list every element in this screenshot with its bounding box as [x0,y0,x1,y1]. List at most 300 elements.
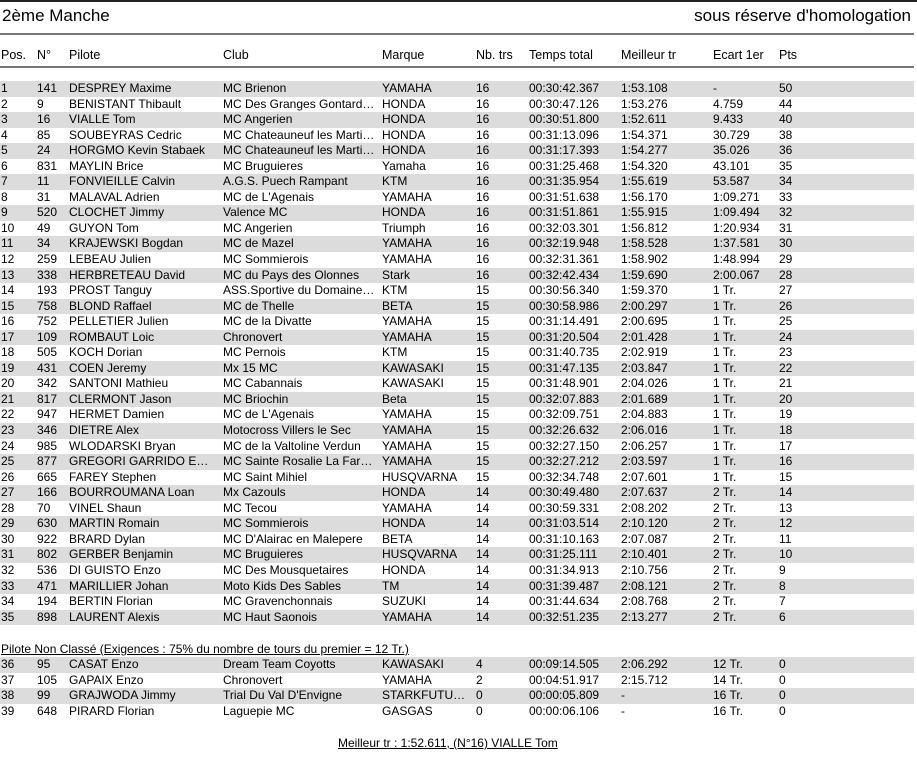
cell-marque: HONDA [382,205,426,220]
cell-pts: 0 [779,672,786,687]
cell-temps: 00:30:49.480 [529,485,600,500]
col-num: N° [37,48,52,62]
cell-temps: 00:32:03.301 [529,220,600,235]
cell-marque: BETA [382,298,413,313]
cell-temps: 00:30:51.800 [529,112,600,127]
cell-best: 1:58.902 [621,252,668,267]
cell-pos: 21 [1,391,15,406]
cell-trs: 15 [476,360,490,375]
cell-temps: 00:31:48.901 [529,376,600,391]
cell-trs: 14 [476,547,490,562]
cell-marque: STARKFUTU… [382,688,466,703]
cell-ecart: 16 Tr. [713,688,744,703]
cell-best: 2:06.016 [621,423,668,438]
cell-trs: 16 [476,158,490,173]
cell-pilote: COEN Jeremy [69,360,147,375]
cell-marque: HUSQVARNA [382,469,458,484]
cell-temps: 00:32:31.361 [529,252,600,267]
table-row [0,81,914,97]
cell-pilote: CLOCHET Jimmy [69,205,165,220]
cell-best: 1:55.915 [621,205,668,220]
cell-marque: YAMAHA [382,407,432,422]
cell-pts: 38 [779,127,793,142]
cell-temps: 00:31:13.096 [529,127,600,142]
table-row [0,407,914,423]
table-row [0,143,914,159]
cell-temps: 00:31:51.861 [529,205,600,220]
cell-ecart: 1 Tr. [713,345,737,360]
cell-marque: KTM [382,283,408,298]
cell-marque: YAMAHA [382,189,432,204]
cell-best: 1:53.276 [621,96,668,111]
cell-temps: 00:31:47.135 [529,360,600,375]
cell-num: 99 [37,688,51,703]
table-row [0,688,914,704]
cell-marque: SUZUKI [382,594,427,609]
cell-club: MC de la Divatte [223,314,312,329]
cell-club: MC Chateauneuf les Marti… [223,143,375,158]
cell-club: Moto Kids Des Sables [223,578,342,593]
cell-marque: KAWASAKI [382,376,444,391]
table-row [0,314,914,330]
cell-temps: 00:32:42.434 [529,267,600,282]
cell-trs: 16 [476,220,490,235]
cell-pos: 38 [1,688,15,703]
cell-pts: 34 [779,174,793,189]
cell-num: 166 [37,485,58,500]
cell-club: MC Angerien [223,220,293,235]
cell-best: 2:04.883 [621,407,668,422]
col-pilote: Pilote [69,48,101,62]
cell-best: 2:02.919 [621,345,668,360]
table-row [0,594,914,610]
cell-club: Valence MC [223,205,288,220]
cell-temps: 00:31:20.504 [529,329,600,344]
cell-trs: 16 [476,189,490,204]
cell-pos: 36 [1,657,15,671]
cell-num: 752 [37,314,58,329]
cell-marque: GASGAS [382,703,433,718]
cell-ecart: 1 Tr. [713,469,737,484]
cell-ecart: 35.026 [713,143,750,158]
cell-num: 431 [37,360,58,375]
cell-ecart: 1 Tr. [713,407,737,422]
cell-pts: 0 [779,657,786,671]
cell-ecart: 1 Tr. [713,314,737,329]
cell-pos: 4 [1,127,8,142]
cell-pilote: GREGORI GARRIDO E… [69,454,209,469]
cell-best: 1:54.277 [621,143,668,158]
cell-trs: 15 [476,391,490,406]
cell-trs: 16 [476,127,490,142]
cell-temps: 00:31:51.638 [529,189,600,204]
cell-ecart: 1:37.581 [713,236,760,251]
cell-trs: 15 [476,298,490,313]
cell-temps: 00:31:40.735 [529,345,600,360]
cell-marque: HONDA [382,112,426,127]
cell-num: 109 [37,329,58,344]
cell-pos: 14 [1,283,15,298]
cell-pos: 16 [1,314,15,329]
cell-pos: 30 [1,531,15,546]
cell-pilote: CLERMONT Jason [69,391,172,406]
table-row [0,112,914,128]
cell-pilote: FAREY Stephen [69,469,157,484]
cell-pts: 30 [779,236,793,251]
cell-pilote: BERTIN Florian [69,594,153,609]
cell-marque: KTM [382,345,408,360]
cell-marque: HONDA [382,96,426,111]
cell-temps: 00:00:06.106 [529,703,600,718]
cell-temps: 00:30:47.126 [529,96,600,111]
cell-club: MC de Thelle [223,298,295,313]
cell-best: 2:10.120 [621,516,668,531]
cell-best: 1:54.320 [621,158,668,173]
cell-trs: 2 [476,672,483,687]
cell-best: 2:01.689 [621,391,668,406]
cell-num: 70 [37,500,51,515]
cell-pilote: VIALLE Tom [69,112,136,127]
cell-temps: 00:32:07.883 [529,391,600,406]
page-title: 2ème Manche [2,6,110,25]
cell-club: MC Cabannais [223,376,303,391]
cell-marque: TM [382,578,400,593]
cell-pos: 5 [1,143,8,158]
cell-temps: 00:30:59.331 [529,500,600,515]
cell-temps: 00:31:14.491 [529,314,600,329]
table-header [0,48,914,64]
cell-best: 2:08.121 [621,578,668,593]
cell-pos: 37 [1,672,15,687]
cell-pts: 13 [779,500,793,515]
table-row [0,299,914,315]
cell-pilote: MARILLIER Johan [69,578,169,593]
cell-trs: 16 [476,267,490,282]
cell-num: 817 [37,391,58,406]
cell-num: 505 [37,345,58,360]
cell-club: A.G.S. Puech Rampant [223,174,348,189]
cell-marque: Yamaha [382,158,426,173]
cell-pts: 6 [779,609,786,624]
cell-best: 2:00.695 [621,314,668,329]
cell-club: Motocross Villers le Sec [223,423,351,438]
cell-pos: 31 [1,547,15,562]
cell-pts: 8 [779,578,786,593]
cell-num: 665 [37,469,58,484]
cell-num: 105 [37,672,58,687]
cell-ecart: 2 Tr. [713,516,737,531]
cell-pilote: BRARD Dylan [69,531,146,546]
cell-pos: 8 [1,189,8,204]
non-classe-table [0,657,914,719]
cell-pts: 33 [779,189,793,204]
cell-pilote: HERBRETEAU David [69,267,186,282]
cell-marque: YAMAHA [382,236,432,251]
cell-pilote: MARTIN Romain [69,516,160,531]
cell-temps: 00:31:17.393 [529,143,600,158]
cell-num: 141 [37,81,58,95]
cell-num: 520 [37,205,58,220]
cell-pts: 17 [779,438,793,453]
cell-pilote: PELLETIER Julien [69,314,169,329]
table-row [0,439,914,455]
cell-num: 338 [37,267,58,282]
cell-num: 11 [37,174,50,189]
table-row [0,361,914,377]
cell-pos: 7 [1,174,8,189]
table-row [0,392,914,408]
table-row [0,501,914,517]
cell-pilote: WLODARSKI Bryan [69,438,176,453]
cell-club: Mx 15 MC [223,360,278,375]
cell-pilote: HERMET Damien [69,407,165,422]
col-trs: Nb. trs [476,48,513,62]
cell-pos: 10 [1,220,15,235]
cell-num: 630 [37,516,58,531]
col-pts: Pts [779,48,798,62]
cell-best: 1:59.370 [621,283,668,298]
cell-trs: 15 [476,423,490,438]
cell-club: MC Des Granges Gontard… [223,96,375,111]
cell-temps: 00:32:51.235 [529,609,600,624]
cell-pilote: HORGMO Kevin Stabaek [69,143,206,158]
cell-ecart: 14 Tr. [713,672,744,687]
table-row [0,221,914,237]
cell-marque: YAMAHA [382,423,432,438]
cell-trs: 15 [476,283,490,298]
cell-pilote: DIETRE Alex [69,423,140,438]
cell-pts: 29 [779,252,793,267]
cell-trs: 16 [476,252,490,267]
col-marque: Marque [382,48,425,62]
cell-num: 259 [37,252,58,267]
cell-marque: YAMAHA [382,438,432,453]
cell-temps: 00:31:39.487 [529,578,600,593]
cell-best: 2:07.087 [621,531,668,546]
divider [0,33,914,35]
cell-pos: 3 [1,112,8,127]
cell-pilote: LEBEAU Julien [69,252,152,267]
table-row [0,516,914,532]
cell-best: 2:03.847 [621,360,668,375]
cell-pos: 19 [1,360,15,375]
cell-ecart: 2 Tr. [713,547,737,562]
cell-num: 898 [37,609,58,624]
cell-temps: 00:31:25.468 [529,158,600,173]
cell-ecart: 1:48.994 [713,252,760,267]
cell-best: 1:55.619 [621,174,668,189]
table-row [0,345,914,361]
cell-ecart: 1 Tr. [713,391,737,406]
cell-pos: 20 [1,376,15,391]
cell-marque: Beta [382,391,407,406]
cell-num: 9 [37,96,44,111]
cell-num: 193 [37,283,58,298]
cell-pilote: BENISTANT Thibault [69,96,182,111]
cell-pilote: SANTONI Mathieu [69,376,169,391]
table-row [0,485,914,501]
cell-pts: 12 [779,516,793,531]
cell-num: 831 [37,158,58,173]
table-row [0,159,914,175]
cell-pos: 2 [1,96,8,111]
cell-ecart: 1 Tr. [713,423,737,438]
cell-best: 2:00.297 [621,298,668,313]
cell-club: MC D'Alairac en Malepere [223,531,363,546]
cell-pilote: PROST Tanguy [69,283,152,298]
cell-pilote: FONVIEILLE Calvin [69,174,176,189]
cell-pos: 24 [1,438,15,453]
cell-ecart: 1:09.494 [713,205,760,220]
cell-ecart: 12 Tr. [713,657,744,671]
cell-trs: 14 [476,594,490,609]
cell-trs: 15 [476,469,490,484]
cell-trs: 15 [476,438,490,453]
cell-pts: 0 [779,703,786,718]
cell-best: 1:56.170 [621,189,668,204]
homologation-note: sous réserve d'homologation [694,6,911,25]
cell-pts: 15 [779,469,793,484]
table-row [0,673,914,689]
table-row [0,532,914,548]
cell-trs: 16 [476,81,490,95]
cell-pts: 14 [779,485,793,500]
cell-club: Chronovert [223,672,283,687]
col-temps: Temps total [529,48,593,62]
cell-club: MC Brienon [223,81,287,95]
cell-pos: 12 [1,252,15,267]
cell-ecart: 2 Tr. [713,578,737,593]
cell-club: MC Haut Saonois [223,609,318,624]
cell-pilote: GAPAIX Enzo [69,672,144,687]
cell-trs: 15 [476,376,490,391]
cell-ecart: 2 Tr. [713,609,737,624]
cell-temps: 00:30:56.340 [529,283,600,298]
cell-pts: 11 [779,531,792,546]
col-club: Club [223,48,249,62]
cell-num: 536 [37,562,58,577]
cell-marque: HUSQVARNA [382,547,458,562]
cell-pos: 22 [1,407,15,422]
cell-ecart: 1 Tr. [713,438,737,453]
cell-club: ASS.Sportive du Domaine… [223,283,375,298]
cell-pts: 28 [779,267,793,282]
cell-trs: 14 [476,531,490,546]
cell-pts: 26 [779,298,793,313]
cell-pos: 34 [1,594,15,609]
cell-marque: KTM [382,174,408,189]
non-classe-title: Pilote Non Classé (Exigences : 75% du nombre de tours du premier = 12 Tr.) [1,642,409,656]
table-row [0,563,914,579]
cell-pilote: KOCH Dorian [69,345,143,360]
table-row [0,470,914,486]
cell-club: MC Tecou [223,500,277,515]
cell-pilote: DI GUISTO Enzo [69,562,161,577]
cell-club: Chronovert [223,329,283,344]
cell-best: 2:08.768 [621,594,668,609]
cell-club: MC de Mazel [223,236,294,251]
cell-club: MC Angerien [223,112,293,127]
table-row [0,704,914,720]
cell-trs: 16 [476,143,490,158]
cell-best: 2:06.257 [621,438,668,453]
cell-pilote: GRAJWODA Jimmy [69,688,176,703]
cell-pilote: KRAJEWSKI Bogdan [69,236,184,251]
cell-best: 1:53.108 [621,81,668,95]
cell-club: MC du Pays des Olonnes [223,267,360,282]
table-row [0,547,914,563]
cell-marque: YAMAHA [382,252,432,267]
col-ecart: Ecart 1er [713,48,764,62]
cell-pos: 39 [1,703,15,718]
results-table [0,81,914,625]
table-row [0,190,914,206]
cell-best: 2:08.202 [621,500,668,515]
cell-marque: YAMAHA [382,314,432,329]
cell-club: Dream Team Coyotts [223,657,336,671]
table-row [0,423,914,439]
cell-marque: Triumph [382,220,426,235]
cell-ecart: 9.433 [713,112,744,127]
cell-marque: KAWASAKI [382,657,444,671]
cell-num: 49 [37,220,51,235]
cell-temps: 00:32:19.948 [529,236,600,251]
cell-num: 24 [37,143,51,158]
cell-trs: 14 [476,609,490,624]
cell-trs: 15 [476,314,490,329]
cell-trs: 16 [476,112,490,127]
cell-pts: 20 [779,391,793,406]
cell-ecart: 30.729 [713,127,750,142]
cell-best: 2:15.712 [621,672,668,687]
cell-num: 947 [37,407,58,422]
cell-ecart: 1 Tr. [713,283,737,298]
table-row [0,236,914,252]
cell-temps: 00:31:10.163 [529,531,600,546]
cell-num: 85 [37,127,51,142]
cell-pilote: MALAVAL Adrien [69,189,160,204]
cell-club: Mx Cazouls [223,485,286,500]
cell-best: 2:07.601 [621,469,668,484]
cell-marque: YAMAHA [382,609,432,624]
cell-ecart: 1 Tr. [713,360,737,375]
cell-trs: 0 [476,703,483,718]
cell-pilote: BLOND Raffael [69,298,152,313]
cell-pos: 1 [1,81,8,95]
cell-num: 985 [37,438,58,453]
cell-best: 2:01.428 [621,329,668,344]
cell-num: 648 [37,703,58,718]
cell-pts: 25 [779,314,793,329]
table-row [0,252,914,268]
cell-ecart: 2 Tr. [713,594,737,609]
cell-pilote: DESPREY Maxime [69,81,172,95]
cell-best: 2:10.756 [621,562,668,577]
cell-pilote: ROMBAUT Loic [69,329,155,344]
cell-temps: 00:30:42.367 [529,81,600,95]
cell-ecart: - [713,81,717,95]
cell-pos: 28 [1,500,15,515]
cell-pts: 32 [779,205,793,220]
cell-club: MC Bruguieres [223,158,304,173]
cell-trs: 15 [476,329,490,344]
cell-marque: YAMAHA [382,329,432,344]
cell-club: MC de L'Agenais [223,189,315,204]
cell-pos: 26 [1,469,15,484]
cell-marque: YAMAHA [382,454,432,469]
col-best: Meilleur tr [621,48,676,62]
cell-best: 1:56.812 [621,220,668,235]
